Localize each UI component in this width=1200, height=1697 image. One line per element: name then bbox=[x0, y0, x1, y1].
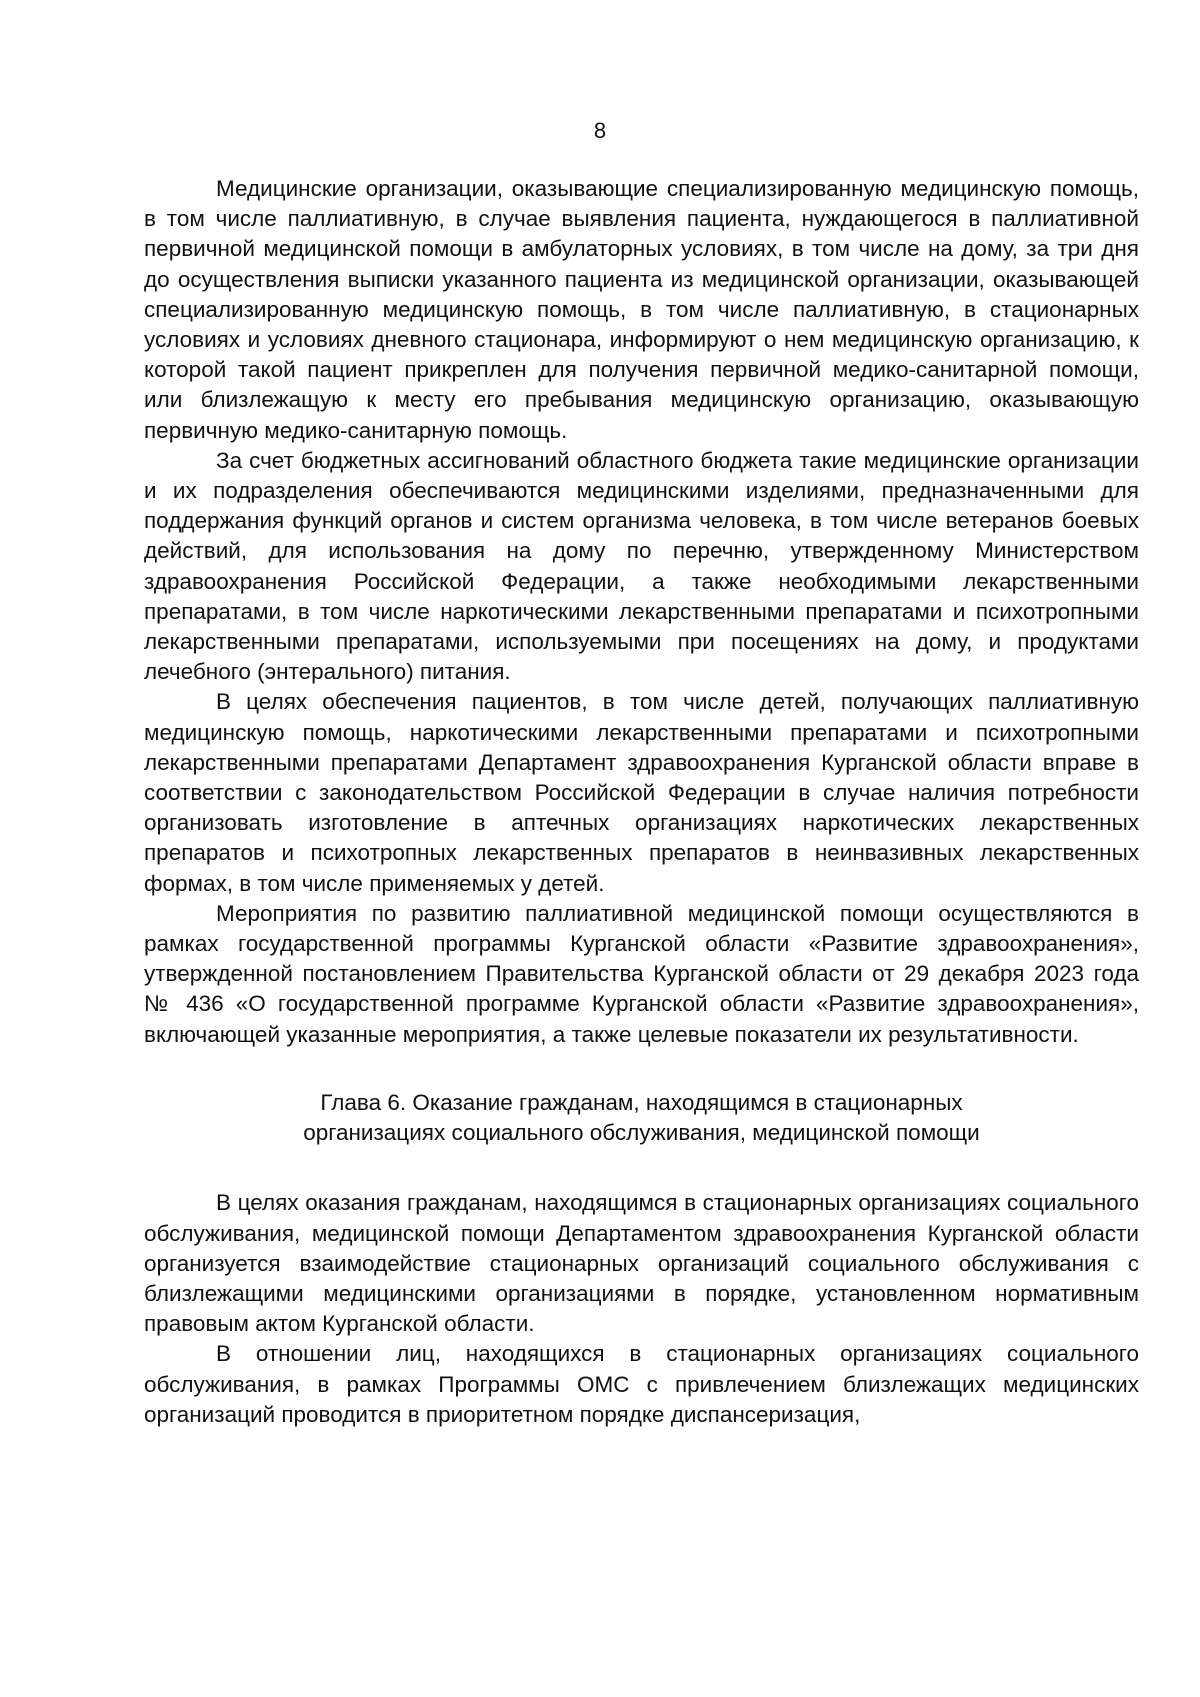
paragraph-dispensarization: В отношении лиц, находящихся в стационарных организациях социального обслуживания, в рамках Программы ОМС с привлечением близлежащих медицинских организаций проводится в приоритетном порядке диспансеризация, bbox=[144, 1341, 1139, 1427]
chapter-title-line: организациях социального обслуживания, медицинской помощи bbox=[303, 1120, 980, 1146]
paragraph-social-institutions: В целях оказания гражданам, находящимся в стационарных организациях социального обслуживания, медицинской помощи Департаментом здравоохранения Курганской области организуется взаимодействие стационарных организаций социального обслуживания с близлежащими медицинскими организациями в порядке, установленном нормативным правовым актом Курганской области. bbox=[144, 1190, 1139, 1337]
paragraph-palliative-discharge: Медицинские организации, оказывающие специализированную медицинскую помощь, в том числе паллиативную, в случае выявления пациента, нуждающегося в паллиативной первичной медицинской помощи в амбулаторных условиях, в том числе на дому, за три дня до осуществления выписки указанного пациента из медицинской организации, оказывающей специализированную медицинскую помощь, в том числе паллиативную, в стационарных условиях и условиях дневного стационара, информируют о нем медицинскую организацию, к которой такой пациент прикреплен для получения первичной медико-санитарной помощи, или близлежащую к месту его пребывания медицинскую организацию, оказывающую первичную медико-санитарную помощь. bbox=[144, 176, 1139, 443]
chapter-6-title bbox=[144, 1088, 1139, 1148]
chapter-title-line: Глава 6. Оказание гражданам, находящимся в стационарных bbox=[320, 1089, 963, 1115]
document-body bbox=[144, 174, 1139, 1430]
paragraph-narcotic-drugs: В целях обеспечения пациентов, в том числе детей, получающих паллиативную медицинскую помощь, наркотическими лекарственными препаратами и психотропными лекарственными препаратами Департамент здравоохранения Курганской области вправе в соответствии с законодательством Российской Федерации в случае наличия потребности организовать изготовление в аптечных организациях наркотических лекарственных препаратов и психотропных лекарственных препаратов в неинвазивных лекарственных формах, в том числе применяемых у детей. bbox=[144, 689, 1139, 896]
paragraph-state-program: Мероприятия по развитию паллиативной медицинской помощи осуществляются в рамках государственной программы Курганской области «Развитие здравоохранения», утвержденной постановлением Правительства Курганской области от 29 декабря 2023 года № 436 «О государственной программе Курганской области «Развитие здравоохранения», включающей указанные мероприятия, а также целевые показатели их результативности. bbox=[144, 900, 1139, 1047]
paragraph-budget-provision: За счет бюджетных ассигнований областного бюджета такие медицинские организации и их подразделения обеспечиваются медицинскими изделиями, предназначенными для поддержания функций органов и систем организма человека, в том числе ветеранов боевых действий, для использования на дому по перечню, утвержденному Министерством здравоохранения Российской Федерации, а также необходимыми лекарственными препаратами, в том числе наркотическими лекарственными препаратами и психотропными лекарственными препаратами, используемыми при посещениях на дому, и продуктами лечебного (энтерального) питания. bbox=[144, 447, 1139, 685]
page-number: 8 bbox=[593, 118, 607, 143]
